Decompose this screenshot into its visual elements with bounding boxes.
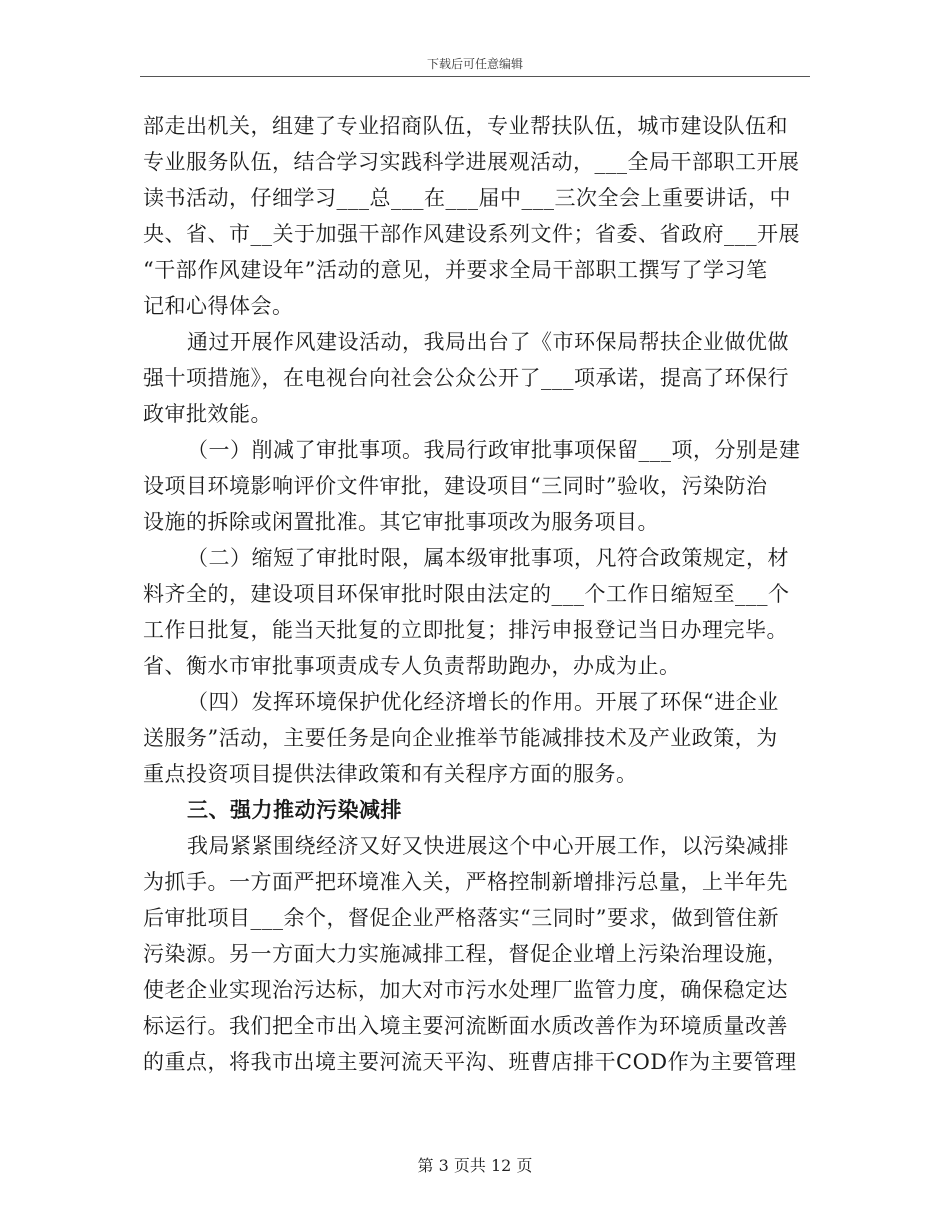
text-line: 专业服务队伍，结合学习实践科学进展观活动，___全局干部职工开展 <box>143 150 800 174</box>
text-line: “干部作风建设年”活动的意见，并要求全局干部职工撰写了学习笔 <box>143 258 768 282</box>
text-line: 我局紧紧围绕经济又好又快进展这个中心开展工作，以污染减排 <box>187 834 789 858</box>
text-line: 送服务”活动，主要任务是向企业推举节能减排技术及产业政策，为 <box>143 726 778 750</box>
page-footer: 第 3 页共 12 页 <box>417 1156 533 1175</box>
text-line: 为抓手。一方面严把环境准入关，严格控制新增排污总量，上半年先 <box>143 870 788 894</box>
text-line: 的重点，将我市出境主要河流天平沟、班曹店排干COD作为主要管理 <box>143 1050 797 1074</box>
text-line: （二）缩短了审批时限，属本级审批事项，凡符合政策规定，材 <box>187 546 789 570</box>
text-line: 后审批项目___余个，督促企业严格落实“三同时”要求，做到管住新 <box>143 906 779 930</box>
text-line: 标运行。我们把全市出入境主要河流断面水质改善作为环境质量改善 <box>143 1014 788 1038</box>
text-line: 设项目环境影响评价文件审批，建设项目“三同时”验收，污染防治 <box>143 474 768 498</box>
text-line: 设施的拆除或闲置批准。其它审批事项改为服务项目。 <box>143 510 659 534</box>
text-line: 部走出机关，组建了专业招商队伍，专业帮扶队伍，城市建设队伍和 <box>143 114 788 138</box>
text-line: 通过开展作风建设活动，我局出台了《市环保局帮扶企业做优做 <box>187 330 789 354</box>
text-line: 记和心得体会。 <box>143 294 294 318</box>
header-divider <box>140 76 810 77</box>
text-line: （四）发挥环境保护优化经济增长的作用。开展了环保“进企业 <box>187 690 779 714</box>
text-line: 料齐全的，建设项目环保审批时限由法定的___个工作日缩短至___个 <box>143 582 790 606</box>
text-line: 读书活动，仔细学习___总___在___届中___三次全会上重要讲话，中 <box>143 186 791 210</box>
text-line: 强十项措施》，在电视台向社会公众公开了___项承诺，提高了环保行 <box>143 366 789 390</box>
text-line: 工作日批复，能当天批复的立即批复；排污申报登记当日办理完毕。 <box>143 618 788 642</box>
text-line: 政审批效能。 <box>143 402 272 426</box>
section-heading: 三、强力推动污染减排 <box>187 797 402 822</box>
text-line: 使老企业实现治污达标，加大对市污水处理厂监管力度，确保稳定达 <box>143 978 788 1002</box>
text-line: 重点投资项目提供法律政策和有关程序方面的服务。 <box>143 762 638 786</box>
text-line: 省、衡水市审批事项责成专人负责帮助跑办，办成为止。 <box>143 654 681 678</box>
text-line: 污染源。另一方面大力实施减排工程，督促企业增上污染治理设施， <box>143 942 788 966</box>
text-line: 央、省、市__关于加强干部作风建设系列文件；省委、省政府___开展 <box>143 222 800 246</box>
page-header: 下载后可任意编辑 <box>426 57 523 71</box>
document-body <box>143 108 808 1080</box>
text-line: （一）削减了审批事项。我局行政审批事项保留___项，分别是建 <box>187 438 801 462</box>
